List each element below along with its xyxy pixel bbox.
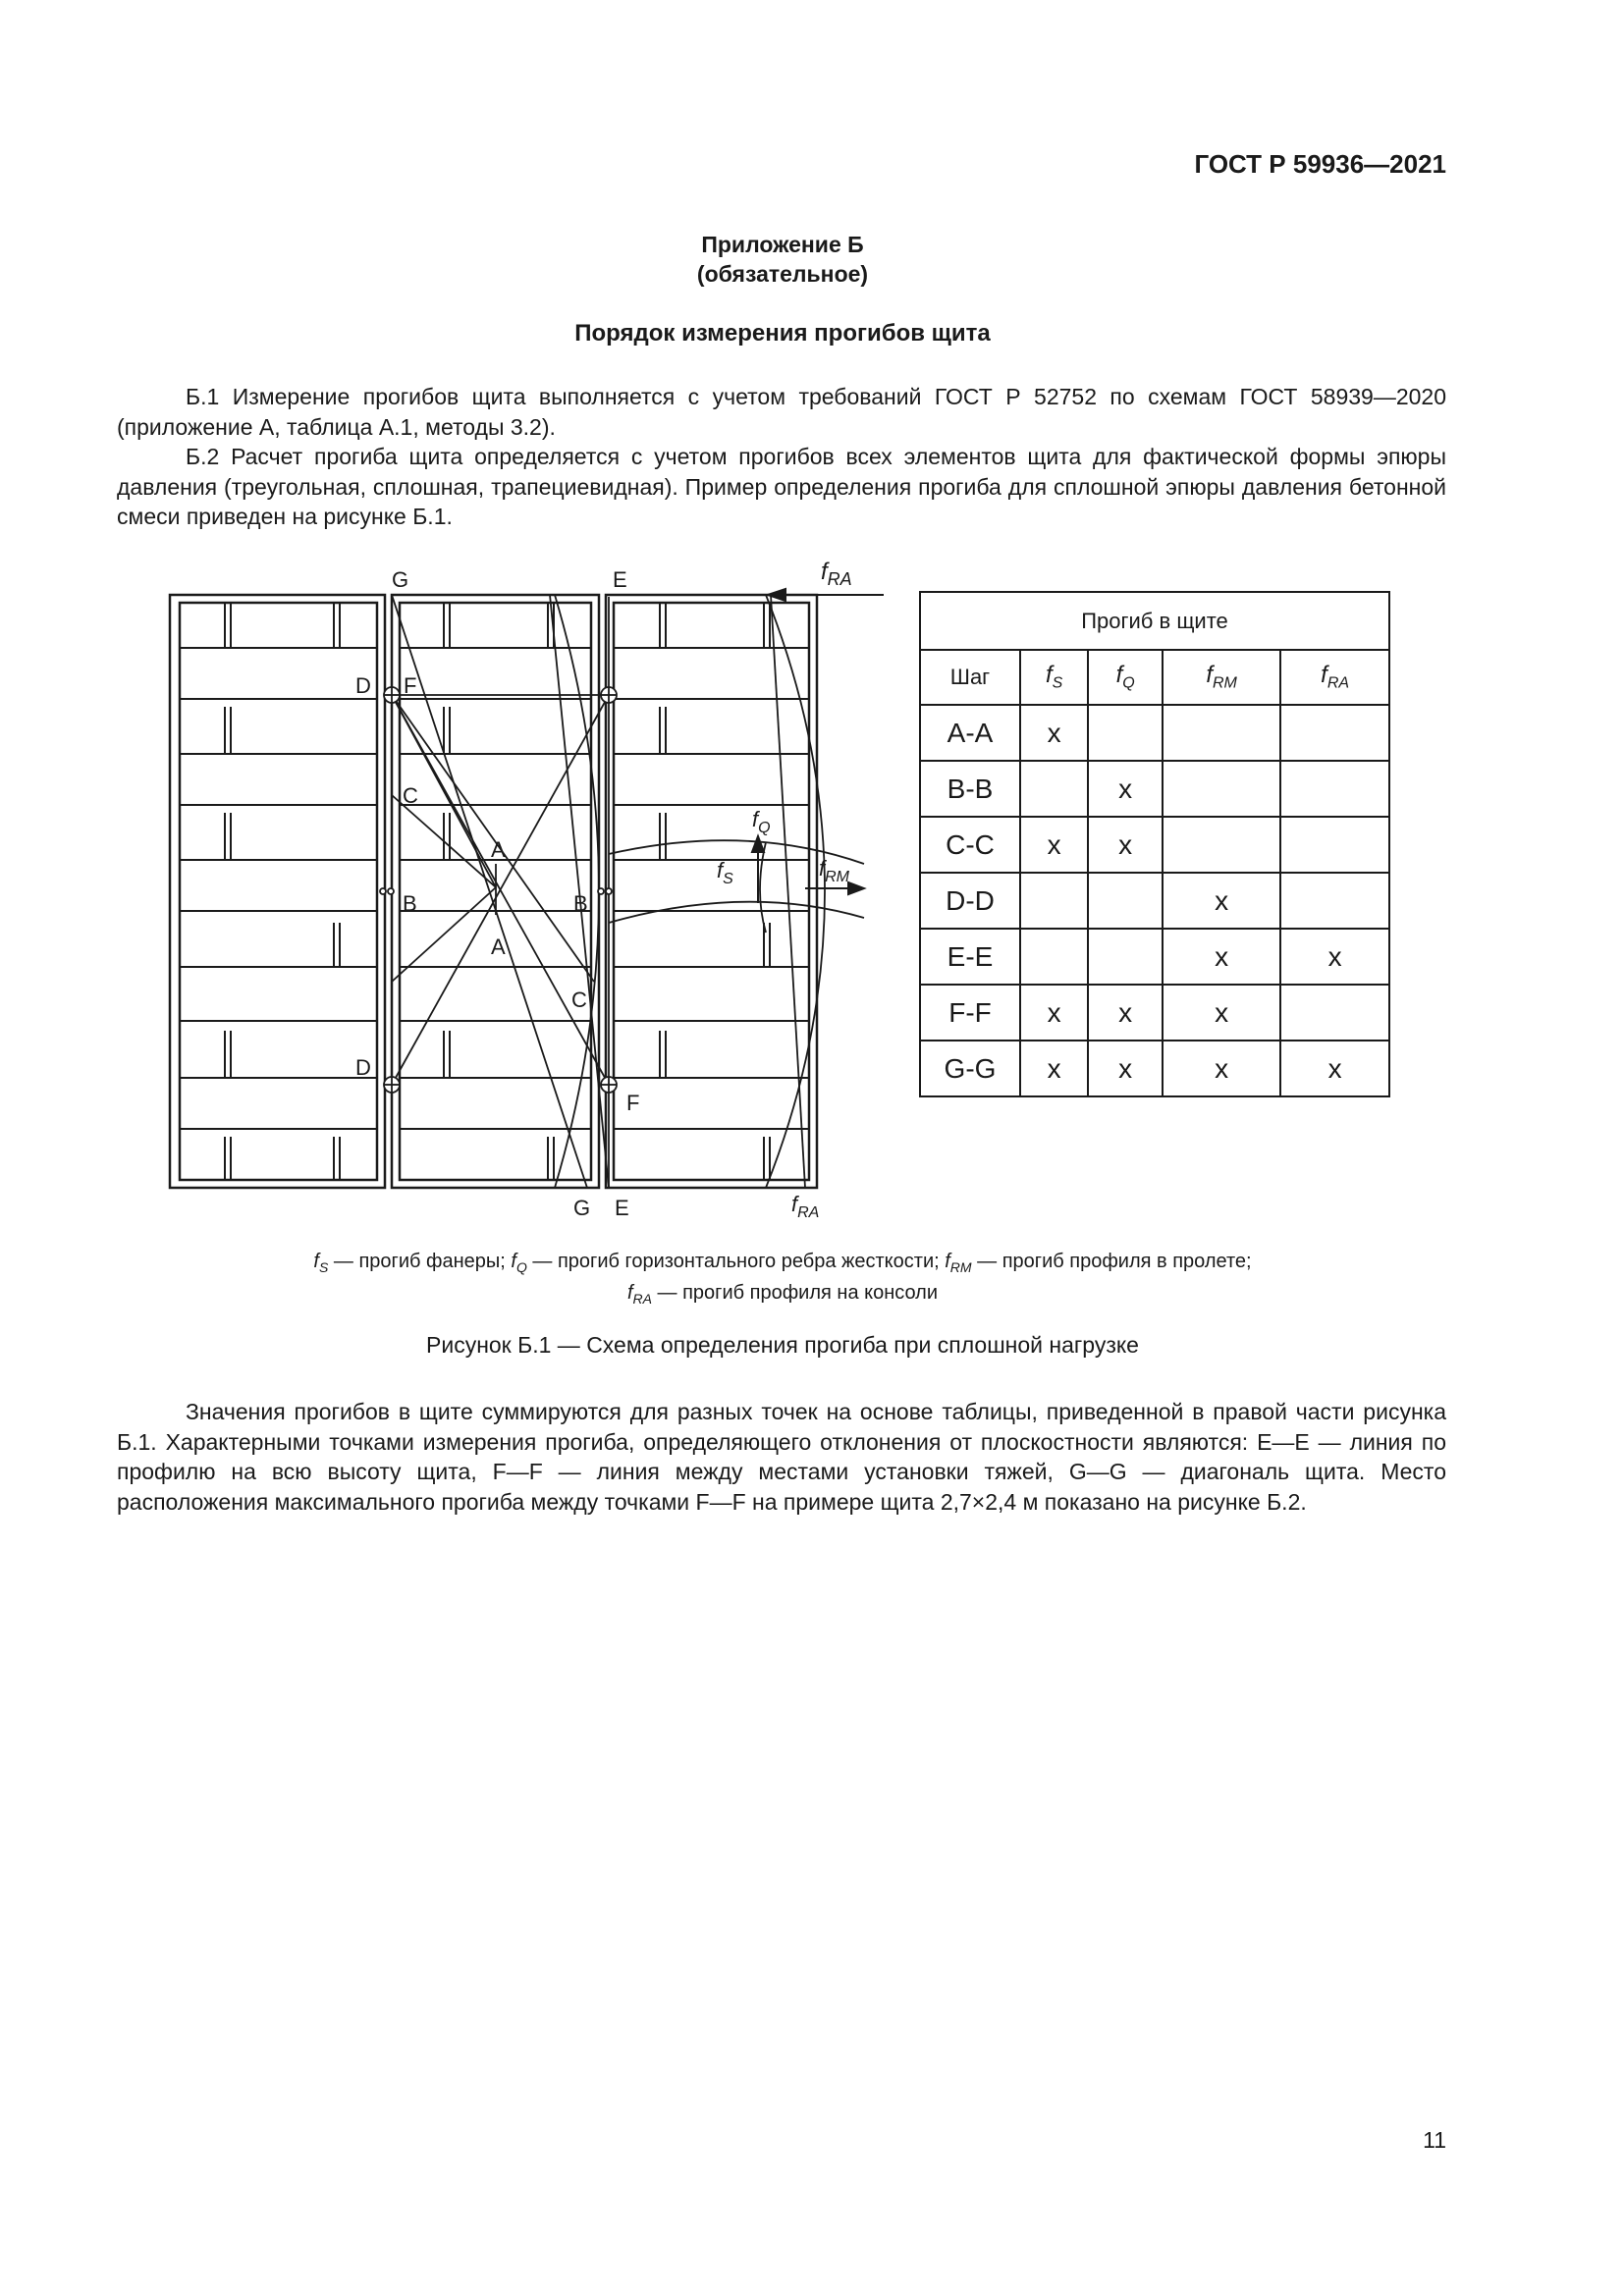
- column-header-fq: $f_Q$: [1088, 650, 1163, 705]
- table-cell: [1020, 761, 1088, 817]
- label-fs: $f_S$: [717, 858, 733, 887]
- intro-paragraphs: [117, 382, 1446, 532]
- label-a-bottom: A: [491, 934, 506, 959]
- row-step: F-F: [920, 985, 1020, 1041]
- column-header-frm: $f_{RM}$: [1163, 650, 1280, 705]
- appendix-heading: [0, 230, 1565, 289]
- legend-fs: — прогиб фанеры;: [333, 1251, 506, 1272]
- table-cell: [1163, 761, 1280, 817]
- paragraph-b2: Б.2 Расчет прогиба щита определяется с учетом прогибов всех элементов щита для фактической формы эпюры давления (треугольная, сплошная, трапециевидная). Пример определения прогиба для сплошной эпюры давления бетонной смеси приведен на рисунке Б.1.: [117, 444, 1446, 529]
- table-row: [920, 873, 1389, 929]
- label-e-top: E: [613, 567, 627, 592]
- outro-paragraph: [117, 1397, 1446, 1517]
- label-d-bottom: D: [355, 1055, 371, 1080]
- label-c-top: C: [403, 783, 418, 808]
- label-f-bottom: F: [626, 1091, 640, 1115]
- table-row: [920, 817, 1389, 873]
- column-header-fra: $f_{RA}$: [1280, 650, 1389, 705]
- label-frm: $f_{RM}$: [819, 856, 850, 885]
- table-cell: x: [1163, 1041, 1280, 1096]
- table-cell: [1280, 985, 1389, 1041]
- section-title: Порядок измерения прогибов щита: [574, 320, 991, 347]
- label-d-top: D: [355, 673, 371, 698]
- column-header-fs: $f_S$: [1020, 650, 1088, 705]
- page-number: 11: [1423, 2127, 1446, 2153]
- label-b-right: B: [573, 891, 588, 916]
- row-step: D-D: [920, 873, 1020, 929]
- table-cell: x: [1163, 985, 1280, 1041]
- table-cell: x: [1020, 985, 1088, 1041]
- appendix-title: Приложение Б: [701, 232, 864, 257]
- vertical-stiffeners: [225, 603, 770, 1180]
- table-cell: [1280, 761, 1389, 817]
- table-cell: x: [1020, 705, 1088, 761]
- table-cell: x: [1088, 985, 1163, 1041]
- table-row: [920, 761, 1389, 817]
- legend-fq: — прогиб горизонтального ребра жесткости;: [532, 1251, 940, 1272]
- table-row: [920, 705, 1389, 761]
- table-cell: x: [1280, 929, 1389, 985]
- label-e-bottom: E: [615, 1196, 629, 1220]
- table-title: Прогиб в щите: [920, 592, 1389, 650]
- label-c-bottom: C: [571, 988, 587, 1012]
- table-cell: x: [1020, 817, 1088, 873]
- table-cell: x: [1088, 1041, 1163, 1096]
- deflection-table: [919, 591, 1390, 1097]
- deflection-labels: [717, 559, 852, 1221]
- label-fq: $f_Q$: [752, 807, 771, 836]
- table-cell: [1280, 873, 1389, 929]
- table-cell: [1088, 929, 1163, 985]
- table-cell: x: [1280, 1041, 1389, 1096]
- figure-caption: Рисунок Б.1 — Схема определения прогиба при сплошной нагрузке: [426, 1332, 1139, 1358]
- tie-joints: [380, 687, 617, 1093]
- row-step: G-G: [920, 1041, 1020, 1096]
- panel-left-frame: [170, 595, 385, 1188]
- table-cell: [1280, 817, 1389, 873]
- table-cell: x: [1020, 1041, 1088, 1096]
- paragraph-b1: Б.1 Измерение прогибов щита выполняется с учетом требований ГОСТ Р 52752 по схемам ГОСТ 58939—2020 (приложение А, таблица А.1, методы 3.2).: [117, 384, 1446, 440]
- table-row: [920, 985, 1389, 1041]
- column-header-step: Шаг: [920, 650, 1020, 705]
- table-row: [920, 1041, 1389, 1096]
- label-fra-bottom: $f_{RA}$: [791, 1192, 820, 1221]
- table-cell: [1088, 705, 1163, 761]
- table-cell: x: [1163, 929, 1280, 985]
- table-cell: x: [1088, 817, 1163, 873]
- table-cell: [1088, 873, 1163, 929]
- appendix-subtitle: (обязательное): [696, 261, 869, 287]
- figure-legend: $f_S$ — прогиб фанеры; $f_Q$ — прогиб горизонтального ребра жесткости; $f_{RM}$ — прогиб профиля в пролете; $f_{RA}$ — прогиб профиля на консоли: [313, 1251, 1252, 1307]
- row-step: C-C: [920, 817, 1020, 873]
- table-cell: x: [1088, 761, 1163, 817]
- label-b-left: B: [403, 891, 417, 916]
- document-code: ГОСТ Р 59936—2021: [1194, 149, 1446, 179]
- legend-fra: — прогиб профиля на консоли: [657, 1282, 939, 1304]
- label-f-top: F: [404, 673, 417, 698]
- table-cell: [1280, 705, 1389, 761]
- paragraph-outro: Значения прогибов в щите суммируются для разных точек на основе таблицы, приведенной в правой части рисунка Б.1. Характерными точками измерения прогиба, определяющего отклонения от плоскостности являются: E—E — линия по профилю на всю высоту щита, F—F — линия между местами установки тяжей, G—G — диагональ щита. Место расположения максимального прогиба между точками F—F на примере щита 2,7×2,4 м показано на рисунке Б.2.: [117, 1399, 1446, 1515]
- table-cell: [1020, 929, 1088, 985]
- table-cell: [1020, 873, 1088, 929]
- label-a-top: A: [491, 837, 506, 862]
- table-cell: x: [1163, 873, 1280, 929]
- row-step: E-E: [920, 929, 1020, 985]
- label-fra-top: $f_{RA}$: [821, 559, 852, 589]
- curve-fq-bottom: [609, 902, 864, 923]
- panel-deflection-diagram: [147, 550, 893, 1237]
- legend-frm: — прогиб профиля в пролете;: [977, 1251, 1252, 1272]
- label-g-bottom: G: [573, 1196, 591, 1220]
- row-step: B-B: [920, 761, 1020, 817]
- table-cell: [1163, 705, 1280, 761]
- table-cell: [1163, 817, 1280, 873]
- table-row: [920, 929, 1389, 985]
- label-g-top: G: [392, 567, 409, 592]
- row-step: A-A: [920, 705, 1020, 761]
